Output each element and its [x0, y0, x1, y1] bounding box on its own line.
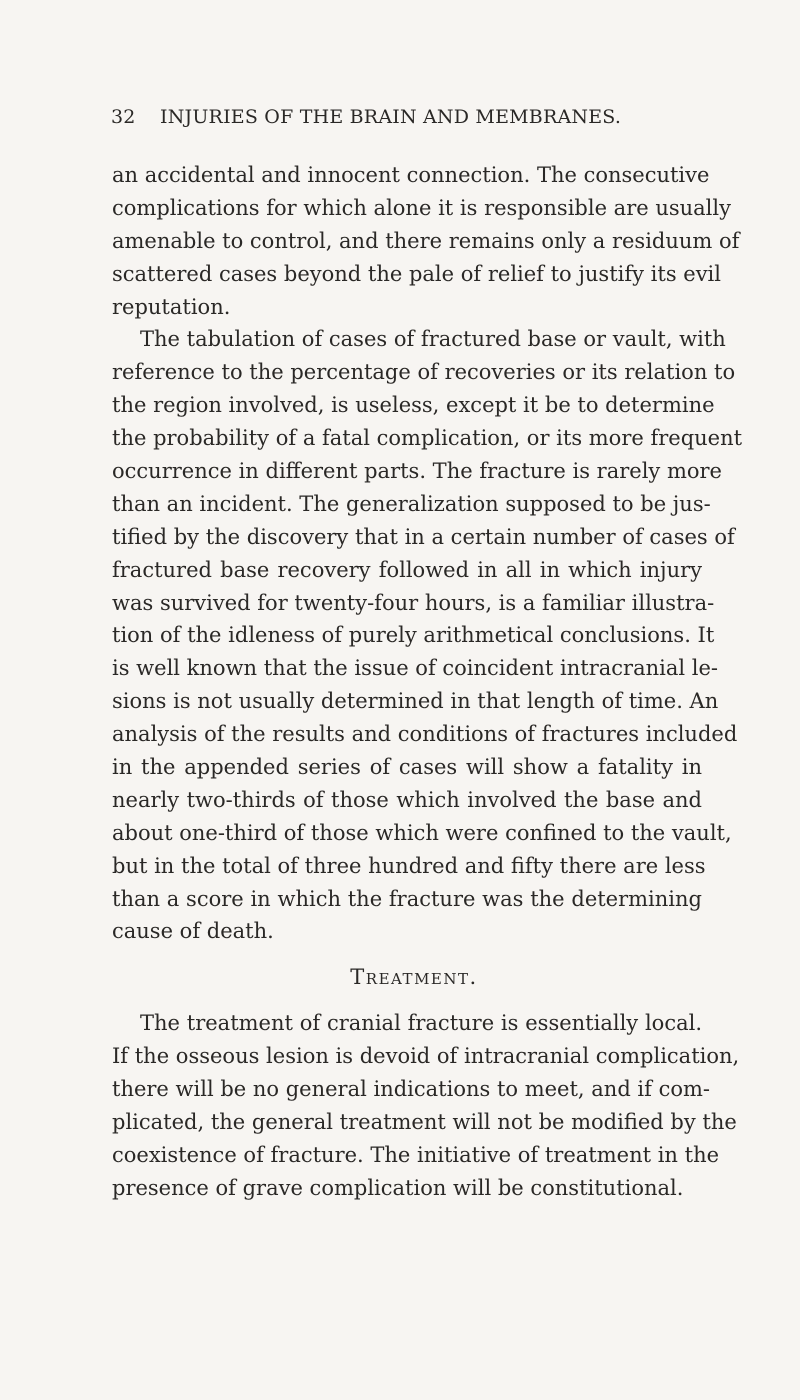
text-line: nearly two-thirds of those which involved the base and — [112, 787, 702, 812]
section-heading: Treatment. — [350, 965, 478, 990]
text-line: than a score in which the fracture was the determining — [112, 886, 702, 911]
text-line: presence of grave complication will be constitutional. — [112, 1175, 684, 1200]
text-line: scattered cases beyond the pale of relief to justify its evil — [112, 261, 721, 286]
running-title: INJURIES OF THE BRAIN AND MEMBRANES. — [160, 106, 622, 128]
text-line: about one-third of those which were confined to the vault, — [112, 820, 732, 845]
text-line: tified by the discovery that in a certain number of cases of — [112, 524, 735, 549]
text-line: cause of death. — [112, 919, 274, 944]
text-line: amenable to control, and there remains only a residuum of — [112, 228, 740, 253]
text-line: than an incident. The generalization supposed to be jus- — [112, 491, 711, 516]
text-line: the region involved, is useless, except it be to determine — [112, 393, 715, 418]
text-line: but in the total of three hundred and fifty there are less — [112, 853, 706, 878]
text-line: is well known that the issue of coincident intracranial le- — [112, 656, 718, 681]
paragraph — [112, 159, 740, 323]
text-line: was survived for twenty-four hours, is a familiar illustra- — [112, 590, 715, 615]
text-line: analysis of the results and conditions of fractures included — [112, 722, 738, 747]
text-line: there will be no general indications to meet, and if com- — [112, 1077, 711, 1102]
text-line: an accidental and innocent connection. The consecutive — [112, 163, 710, 187]
text-line: fractured base recovery followed in all in which injury — [112, 557, 702, 582]
text-line: The treatment of cranial fracture is essentially local. — [140, 1011, 702, 1036]
text-line: The tabulation of cases of fractured base or vault, with — [140, 327, 726, 352]
text-line: reference to the percentage of recoveries or its relation to — [112, 360, 736, 385]
text-line: plicated, the general treatment will not be modified by the — [112, 1110, 737, 1135]
text-line: sions is not usually determined in that length of time. An — [112, 689, 719, 714]
text-line: complications for which alone it is responsible are usually — [112, 195, 731, 220]
text-line: tion of the idleness of purely arithmetical conclusions. It — [112, 623, 715, 648]
text-line: coexistence of fracture. The initiative of treatment in the — [112, 1142, 720, 1167]
body-text — [112, 159, 743, 1205]
paragraph — [112, 1007, 740, 1204]
text-line: the probability of a fatal complication, or its more frequent — [112, 426, 743, 451]
text-line: If the osseous lesion is devoid of intracranial complication, — [112, 1044, 740, 1069]
running-head — [111, 106, 691, 128]
text-line: occurrence in different parts. The fracture is rarely more — [112, 459, 722, 484]
paragraph — [112, 323, 743, 948]
text-line: in the appended series of cases will show a fatality in — [112, 755, 702, 780]
page-number: 32 — [111, 106, 136, 128]
text-line: reputation. — [112, 294, 231, 319]
